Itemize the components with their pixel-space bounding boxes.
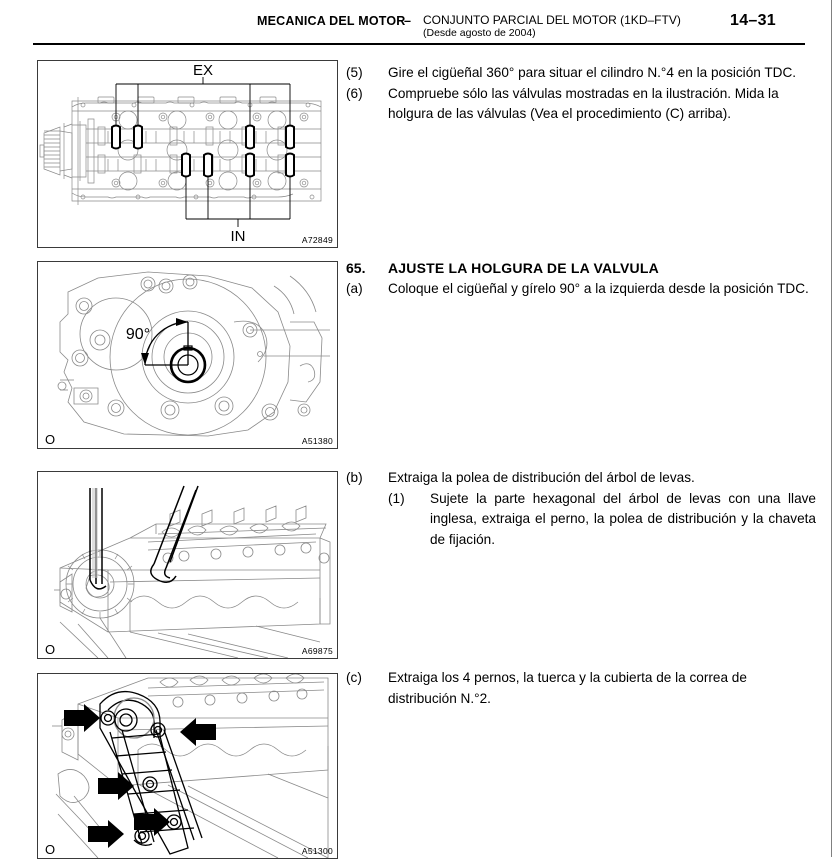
crankshaft-pulley-diagram: [38, 262, 337, 448]
figure2-zero-mark: O: [45, 432, 56, 447]
ex-in-leader-lines: [116, 77, 290, 227]
item-text: Compruebe sólo las válvulas mostradas en la ilustración. Mida la holgura de las válvulas (Vea el procedimiento (C) arriba).: [388, 85, 779, 121]
figure1-code: A72849: [301, 235, 333, 245]
figure2-code: A51380: [301, 436, 333, 446]
item-marker: (a): [346, 280, 363, 296]
header-right-subtitle: (Desde agosto de 2004): [423, 27, 536, 39]
header-separator: –: [404, 14, 411, 28]
instruction-subitem: [346, 489, 816, 551]
instruction-item: [346, 468, 816, 489]
section-number: 65.: [346, 260, 366, 276]
page-edge-rule: [831, 0, 832, 857]
figure4-zero-mark: O: [45, 842, 56, 857]
instruction-item: [346, 84, 816, 125]
cylinder-head-diagram: [38, 61, 337, 247]
header-left-title: MECANICA DEL MOTOR: [257, 14, 406, 28]
instruction-block-4: [346, 668, 816, 709]
figure-cylinder-head-valve-layout: [37, 60, 338, 248]
header-right-title-group: [423, 14, 681, 40]
item-text: Extraiga los 4 pernos, la tuerca y la cubierta de la correa de distribución N.°2.: [388, 670, 747, 706]
timing-belt-cover-diagram: [38, 674, 337, 858]
figure-timing-belt-cover-no2: [37, 673, 338, 859]
header-divider: [33, 43, 805, 45]
instruction-block-1: [346, 63, 816, 125]
instruction-item: [346, 63, 816, 84]
item-marker: (c): [346, 670, 362, 685]
figure-crankshaft-90-degree: [37, 261, 338, 449]
subitem-marker: (1): [388, 490, 405, 506]
item-text: Gire el cigüeñal 360° para situar el cilindro N.°4 en la posición TDC.: [388, 65, 797, 80]
figure3-code: A69875: [301, 646, 333, 656]
item-text: Coloque el cigüeñal y gírelo 90° a la izquierda desde la posición TDC.: [388, 280, 809, 296]
figure-camshaft-pulley-removal: [37, 471, 338, 659]
figure2-label-angle: 90°: [125, 326, 151, 343]
page-header: [0, 12, 836, 42]
figure4-code: A51300: [301, 846, 333, 856]
camshaft-pulley-diagram: [38, 472, 337, 658]
page-number: 14–31: [730, 12, 776, 29]
item-marker: (b): [346, 470, 363, 485]
item-marker: (6): [346, 85, 363, 101]
instruction-item: [346, 279, 816, 300]
item-text: Extraiga la polea de distribución del árbol de levas.: [388, 470, 695, 485]
instruction-item: [346, 668, 816, 709]
figure1-label-in: IN: [230, 228, 246, 245]
header-right-title: CONJUNTO PARCIAL DEL MOTOR (1KD–FTV): [423, 13, 681, 27]
section-title: AJUSTE LA HOLGURA DE LA VALVULA: [388, 260, 659, 276]
instruction-block-2: [346, 258, 816, 299]
item-marker: (5): [346, 65, 363, 80]
instruction-block-3: [346, 468, 816, 550]
section-heading-row: [346, 258, 816, 279]
subitem-text: Sujete la parte hexagonal del árbol de levas con una llave inglesa, extraiga el perno, la polea de distribución y la chaveta de fijación.: [430, 490, 816, 547]
figure3-zero-mark: O: [45, 642, 56, 657]
figure1-label-ex: EX: [192, 62, 214, 79]
wrench-tools: [90, 486, 198, 589]
